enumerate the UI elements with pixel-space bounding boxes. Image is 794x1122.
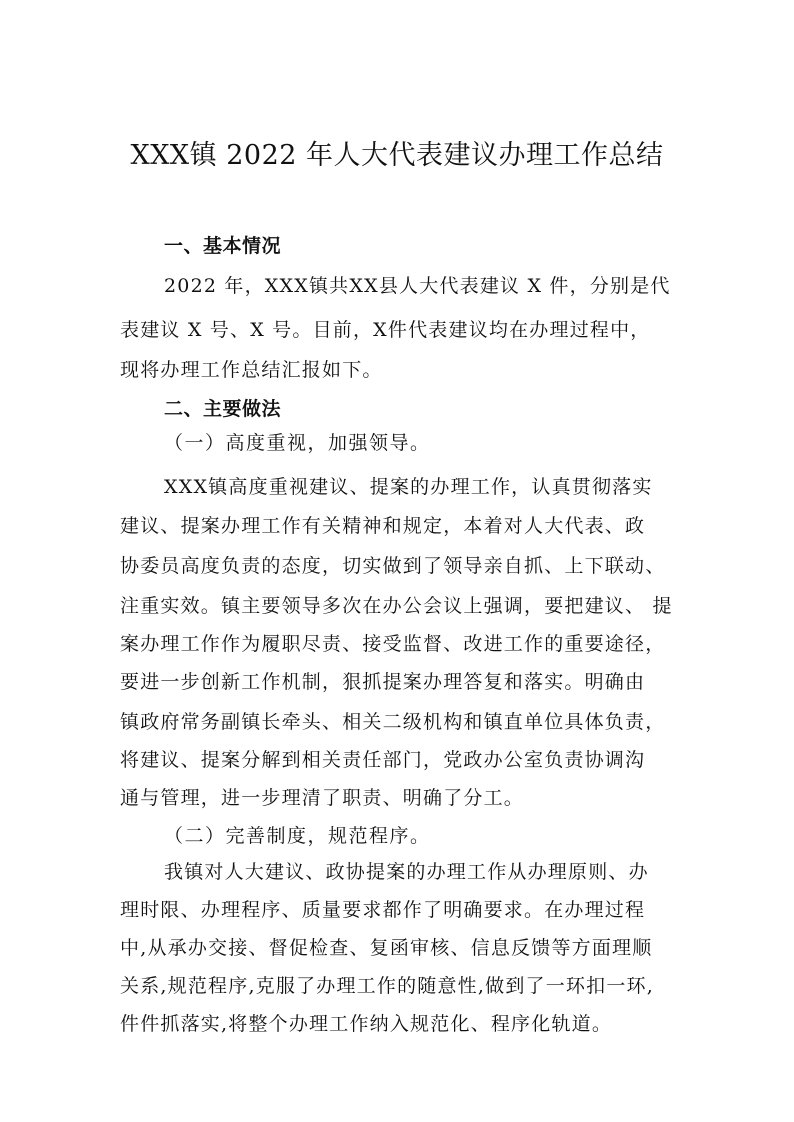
paragraph-line: 要进一步创新工作机制，狠抓提案办理答复和落实。明确由 (120, 671, 646, 693)
paragraph-line: XXX镇高度重视建议、提案的办理工作，认真贯彻落实 (164, 476, 653, 498)
paragraph-line: 件件抓落实,将整个办理工作纳入规范化、程序化轨道。 (120, 1013, 613, 1035)
paragraph-line: 我镇对人大建议、政协提案的办理工作从办理原则、办 (164, 861, 649, 883)
subsection-heading-leadership: （一）高度重视，加强领导。 (164, 432, 431, 454)
paragraph-line: 建议、提案办理工作有关精神和规定，本着对人大代表、政 (120, 515, 646, 537)
paragraph-line: 现将办理工作总结汇报如下。 (120, 359, 383, 381)
paragraph-line: 案办理工作作为履职尽责、接受监督、改进工作的重要途径， (120, 633, 666, 655)
paragraph-line: 理时限、办理程序、质量要求都作了明确要求。在办理过程 (120, 899, 646, 921)
subsection-heading-procedures: （二）完善制度，规范程序。 (164, 825, 431, 847)
section-heading-basic-situation: 一、基本情况 (164, 235, 282, 257)
paragraph-line: 中,从承办交接、督促检查、复函审核、信息反馈等方面理顺 (120, 937, 653, 959)
paragraph-line: 镇政府常务副镇长牵头、相关二级机构和镇直单位具体负责， (120, 711, 666, 733)
paragraph-line: 关系,规范程序,克服了办理工作的随意性,做到了一环扣一环, (120, 975, 654, 997)
paragraph-line: 通与管理，进一步理清了职责、明确了分工。 (120, 787, 525, 809)
section-heading-main-practices: 二、主要做法 (164, 398, 282, 420)
paragraph-line: 表建议 X 号、X 号。目前，X件代表建议均在办理过程中， (120, 319, 651, 341)
paragraph-line: 2022 年，XXX镇共XX县人大代表建议 X 件，分别是代 (164, 275, 671, 297)
document-title: XXX镇 2022 年人大代表建议办理工作总结 (130, 140, 664, 171)
paragraph-line: 将建议、提案分解到相关责任部门，党政办公室负责协调沟 (120, 749, 646, 771)
paragraph-line: 注重实效。镇主要领导多次在办公会议上强调，要把建议、 提 (120, 595, 673, 617)
paragraph-line: 协委员高度负责的态度，切实做到了领导亲自抓、上下联动、 (120, 555, 666, 577)
